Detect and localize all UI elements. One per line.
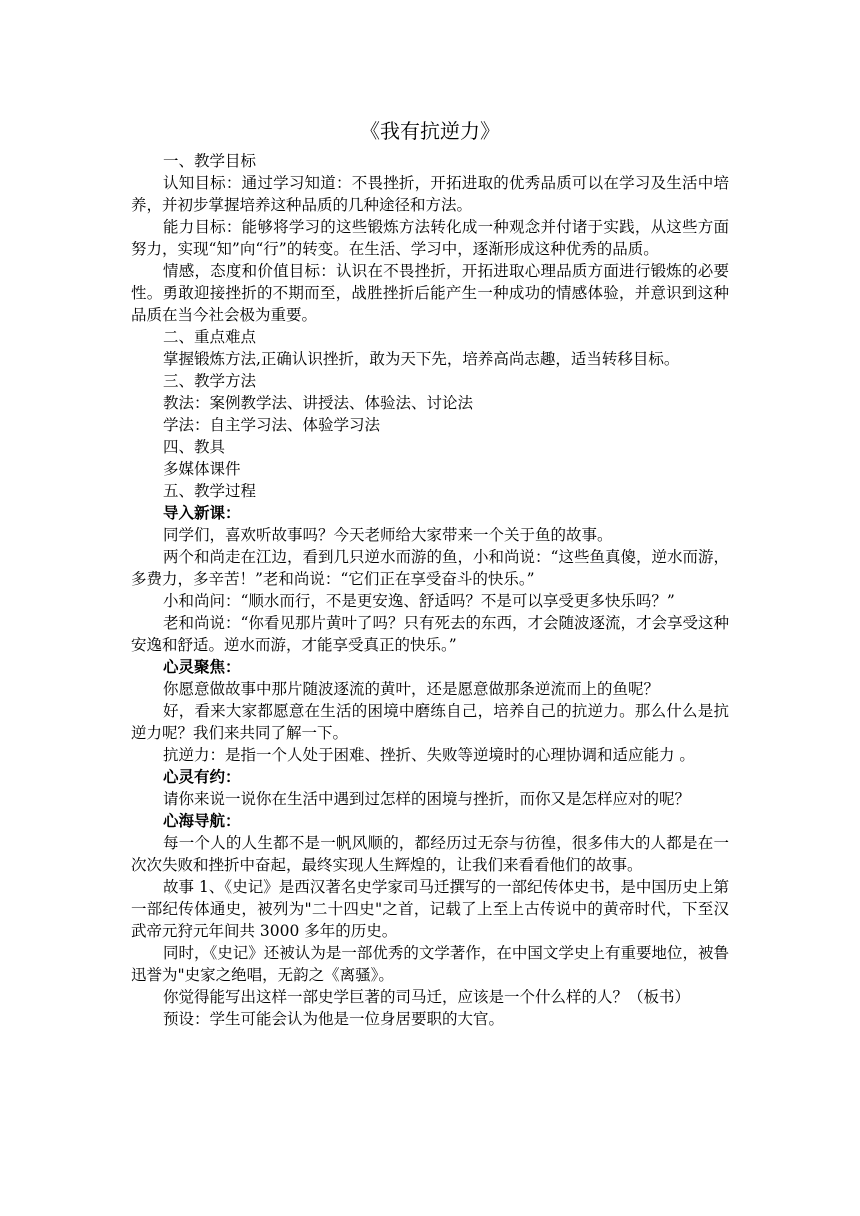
paragraph-key-points: 掌握锻炼方法,正确认识挫折，敢为天下先，培养高尚志趣，适当转移目标。	[163, 350, 680, 368]
heading-teaching-aids: 四、教具	[163, 438, 226, 456]
paragraph-sima-qian-question: 你觉得能写出这样一部史学巨著的司马迁，应该是一个什么样的人？（板书）	[163, 988, 691, 1006]
heading-teaching-methods: 三、教学方法	[163, 372, 257, 390]
subheading-heart-focus: 心灵聚焦：	[163, 657, 241, 676]
paragraph-story-intro: 同学们，喜欢听故事吗？今天老师给大家带来一个关于鱼的故事。	[163, 526, 613, 544]
paragraph-learning-method: 学法：自主学习法、体验学习法	[163, 416, 381, 434]
paragraph-monks-fish: 两个和尚走在江边，看到几只逆水而游的鱼，小和尚说：“这些鱼真傻，逆水而游，多费力，多辛苦！”老和尚说：“它们正在享受奋斗的快乐。”	[131, 548, 729, 588]
paragraph-story-shiji: 故事 1、《史记》是西汉著名史学家司马迁撰写的一部纪传体史书，是中国历史上第一部纪传体通史，被列为"二十四史"之首，记载了上至上古传说中的黄帝时代，下至汉武帝元狩元年间共 3000 多年的历史。	[131, 878, 729, 940]
paragraph-life-not-smooth: 每一个人的人生都不是一帆风顺的，都经历过无奈与彷徨，很多伟大的人都是在一次次失败和挫折中奋起，最终实现人生辉煌的，让我们来看看他们的故事。	[131, 834, 729, 874]
paragraph-ability-goal: 能力目标：能够将学习的这些锻炼方法转化成一种观念并付诸于实践，从这些方面努力，实现“知”向“行”的转变。在生活、学习中，逐渐形成这种优秀的品质。	[131, 218, 729, 258]
paragraph-preset-answer: 预设：学生可能会认为他是一位身居要职的大官。	[163, 1010, 505, 1028]
paragraph-teaching-method: 教法：案例教学法、讲授法、体验法、讨论法	[163, 394, 474, 412]
paragraph-cognitive-goal: 认知目标：通过学习知道：不畏挫折，开拓进取的优秀品质可以在学习及生活中培养，并初步掌握培养这种品质的几种途径和方法。	[131, 174, 729, 214]
subheading-heart-appointment: 心灵有约：	[163, 767, 241, 786]
subheading-introduction: 导入新课：	[163, 503, 241, 522]
document-title: 《我有抗逆力》	[360, 119, 500, 143]
paragraph-emotion-goal: 情感，态度和价值目标：认识在不畏挫折，开拓进取心理品质方面进行锻炼的必要性。勇敢迎接挫折的不期而至，战胜挫折后能产生一种成功的情感体验，并意识到这种品质在当今社会极为重要。	[131, 262, 729, 324]
heading-key-points: 二、重点难点	[163, 328, 257, 346]
subheading-heart-navigation: 心海导航：	[163, 811, 241, 830]
paragraph-resilience-definition: 抗逆力：是指一个人处于困难、挫折、失败等逆境时的心理协调和适应能力 。	[163, 746, 695, 764]
paragraph-teaching-aids: 多媒体课件	[163, 460, 241, 478]
paragraph-what-is-resilience: 好，看来大家都愿意在生活的困境中磨练自己，培养自己的抗逆力。那么什么是抗逆力呢？我们来共同了解一下。	[131, 702, 729, 742]
paragraph-shiji-literature: 同时，《史记》还被认为是一部优秀的文学著作，在中国文学史上有重要地位，被鲁迅誉为"史家之绝唱，无韵之《离骚》。	[131, 944, 729, 984]
paragraph-share-experience: 请你来说一说你在生活中遇到过怎样的困境与挫折，而你又是怎样应对的呢？	[163, 790, 691, 808]
heading-teaching-process: 五、教学过程	[163, 482, 257, 500]
paragraph-question-leaf-fish: 你愿意做故事中那片随波逐流的黄叶，还是愿意做那条逆流而上的鱼呢？	[163, 680, 660, 698]
paragraph-old-monk-answers: 老和尚说：“你看见那片黄叶了吗？只有死去的东西，才会随波逐流，才会享受这种安逸和舒适。逆水而游，才能享受真正的快乐。”	[131, 614, 729, 654]
heading-teaching-goals: 一、教学目标	[163, 152, 257, 170]
document-page	[131, 112, 729, 1030]
paragraph-young-monk-asks: 小和尚问：“顺水而行，不是更安逸、舒适吗？不是可以享受更多快乐吗？”	[163, 592, 675, 610]
